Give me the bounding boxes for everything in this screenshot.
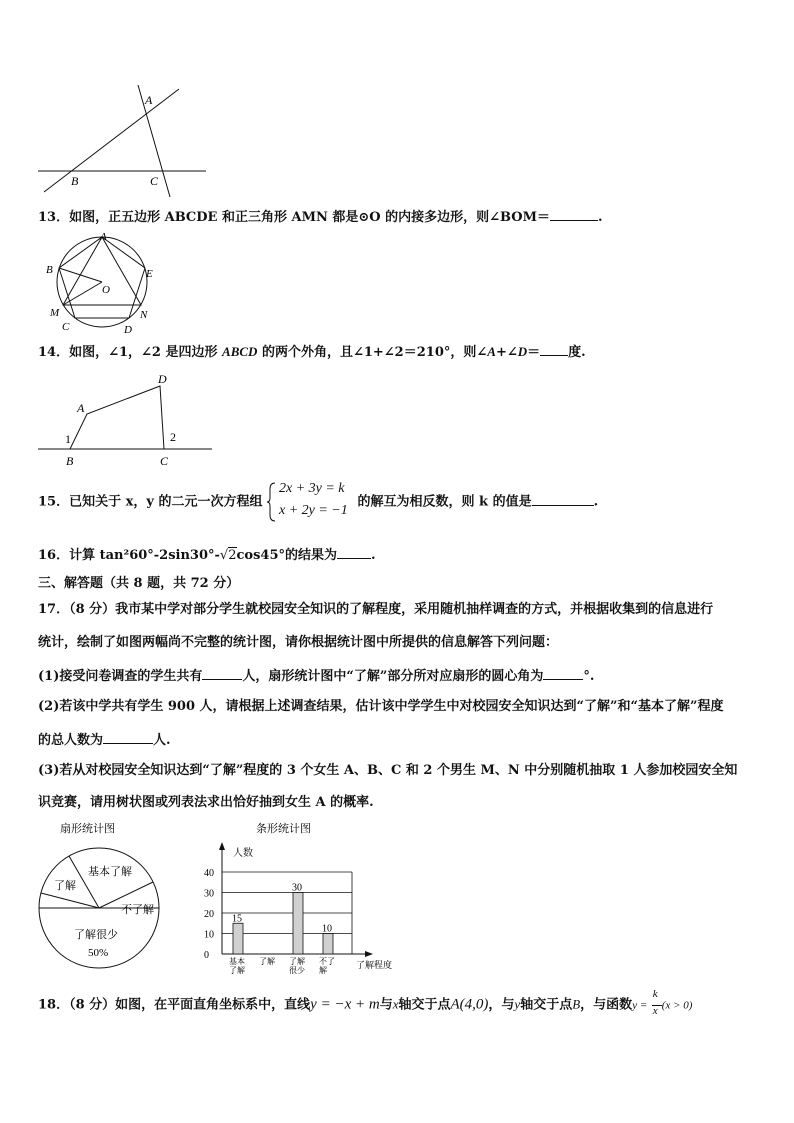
pie-divider-4 [41,893,99,908]
label-O: O [102,284,110,296]
q17-p1c: °. [583,669,595,684]
q18-line-eq: y = −x + m [310,996,380,1013]
label-D: D [124,324,132,336]
bar-chart [198,818,393,978]
segment-OM [63,282,102,305]
y-tick-label: 10 [204,929,214,941]
q16-end: . [371,548,376,563]
q13-text: 13．如图，正五边形 ABCDE 和正三角形 AMN 都是⊙O 的内接多边形，则∠BOM＝ [38,210,550,225]
q15-blank[interactable] [532,492,594,506]
q18-b: 与 [379,997,393,1013]
q16-blank[interactable] [337,545,371,559]
q18-c: 轴交于点 [398,997,451,1013]
q18-f: ，与函数 [580,997,633,1013]
q16-sqrt-value: 2 [228,548,237,563]
label-B: B [71,174,79,188]
x-axis-arrow-icon [365,951,373,957]
q18-e: 轴交于点 [520,997,573,1013]
pie-label-understand: 了解 [54,880,76,892]
label-N: N [140,309,148,321]
q17-part3b: 识竞赛，请用树状图或列表法求出恰好抽到女生 A 的概率. [38,795,374,810]
y-tick-label: 0 [204,950,209,961]
q14-plus: +∠ [495,345,518,360]
q17-p1a: (1)接受问卷调查的学生共有 [38,669,203,684]
question-14 [38,342,586,362]
q18-condition: (x > 0) [661,999,693,1012]
question-16 [38,545,376,565]
pie-label-little: 了解很少 [74,929,118,941]
q17-line2: 统计，绘制了如图两幅尚不完整的统计图，请你根据统计图中所提供的信息解答下列问题： [38,635,559,650]
x-tick-label-line2: 解 [319,966,327,975]
q15-end: . [593,494,599,510]
bar [293,893,303,955]
label-A: A [145,93,153,107]
label-D: D [158,372,167,386]
bar [323,934,333,955]
question-13 [38,207,603,227]
x-tick-label: 不了 [319,957,335,966]
x-tick-label-line2: 了解 [229,966,245,975]
q16-suffix: cos45°的结果为 [236,548,337,563]
q14-end: 度. [568,345,586,360]
q18-x: x [392,996,399,1012]
question-18 [38,990,692,1024]
label-1: 1 [65,432,71,446]
figure-13 [42,232,167,337]
label-2: 2 [170,430,176,444]
y-tick-label: 20 [204,909,214,920]
label-A: A [100,231,107,243]
fraction-numerator: k [652,988,658,1000]
pie-chart [38,818,173,968]
q18-d: ，与 [488,997,515,1013]
x-tick-label: 了解 [259,957,275,966]
q17-part2b [38,730,171,750]
q17-line1: 17．（8 分）我市某中学对部分学生就校园安全知识的了解程度，采用随机抽样调查的方式，并根据收集到的信息进行 [38,602,714,617]
brace-icon [267,482,277,522]
q14-angle-d: D [517,344,528,359]
q18-point-b: B [572,996,581,1012]
pie-label-percent: 50% [88,947,109,959]
sqrt-icon: √ [219,548,229,563]
y-tick-label: 30 [204,888,214,900]
q18-fn: y = [632,999,648,1012]
q13-blank[interactable] [550,207,598,221]
q15-suffix: 的解互为相反数，则 k 的值是 [357,494,532,510]
line-through-B [44,89,179,192]
bar-title: 条形统计图 [256,823,311,835]
label-C: C [150,174,159,188]
q13-end: . [597,210,603,225]
pie-label-not: 不了解 [121,904,154,916]
q14-prefix: 14．如图，∠1，∠2 是四边形 [38,345,223,360]
q18-point-a: A(4,0) [450,996,489,1013]
q14-blank[interactable] [540,342,568,356]
q18-y: y [514,996,521,1012]
question-15 [38,480,598,524]
q17-blank-angle[interactable] [543,666,583,680]
equation-1: 2x + 3y = k [278,481,345,496]
quadrilateral-ABCD [70,386,164,449]
data-label: 15 [232,913,242,925]
y-axis-arrow-icon [219,842,225,850]
y-axis-label: 人数 [233,848,253,859]
x-axis-label: 了解程度 [356,960,393,970]
y-tick-label: 40 [204,868,214,879]
label-B: B [66,454,74,468]
q18-a: 18．（8 分）如图，在平面直角坐标系中，直线 [38,997,311,1013]
q14-angle-a: A [487,344,496,359]
q17-part1 [38,666,594,686]
label-M: M [50,307,60,319]
x-tick-label: 了解 [289,957,305,966]
x-tick-label-line2: 很少 [289,966,305,975]
fraction-k-over-x [652,990,662,1020]
q17-part2a: (2)若该中学共有学生 900 人，请根据上述调查结果，估计该中学学生中对校园安全知识达到“了解”和“基本了解”程度 [38,699,724,714]
label-A: A [77,401,85,415]
x-tick-label: 基本 [229,957,245,966]
pie-title: 扇形统计图 [60,823,115,835]
data-label: 30 [292,882,302,894]
q14-eq: ＝ [527,345,541,360]
data-label: 10 [322,923,332,935]
segment-OB [59,268,102,282]
figure-12 [38,85,213,200]
fraction-denominator: x [652,1005,658,1017]
q17-part3a: (3)若从对校园安全知识达到“了解”程度的 3 个女生 A、B、C 和 2 个男生 M、N 中分别随机抽取 1 人参加校园安全知 [38,763,738,778]
q17-p2b: 的总人数为 [38,733,104,748]
q14-mid: 的两个外角，且∠1+∠2＝210°，则∠ [257,345,488,360]
q17-blank-total[interactable] [202,666,242,680]
pie-label-basic: 基本了解 [88,866,132,878]
equation-2: x + 2y = −1 [278,503,348,518]
label-B: B [46,264,53,276]
q16-prefix: 16．计算 tan²60°-2sin30°- [38,548,220,563]
label-C: C [62,321,70,333]
label-E: E [146,268,153,280]
q17-blank-count[interactable] [103,730,153,744]
equation-system [267,480,353,524]
q17-p1b: 人，扇形统计图中“了解”部分所对应扇形的圆心角为 [242,669,544,684]
q15-prefix: 15．已知关于 x，y 的二元一次方程组 [38,494,263,510]
section-heading: 三、解答题（共 8 题，共 72 分） [38,576,240,591]
q17-p2c: 人. [153,733,171,748]
label-C: C [160,454,169,468]
bar [233,923,243,954]
q14-quad: ABCD [222,344,258,359]
figure-14 [38,372,218,470]
